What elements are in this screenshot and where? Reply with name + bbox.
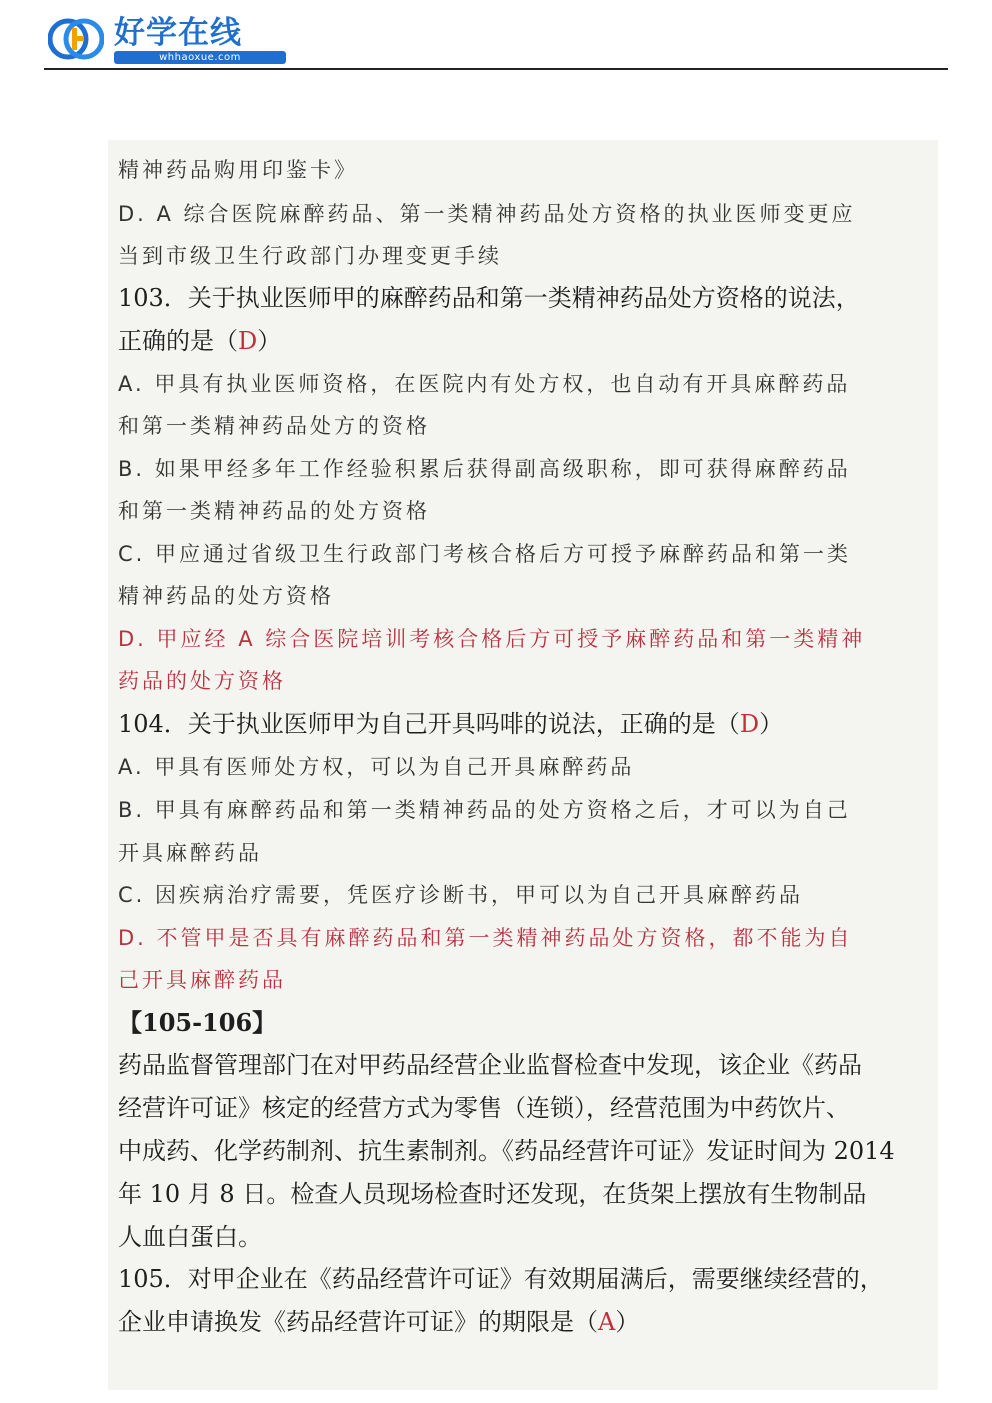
option-104-c: C. 因疾病治疗需要，凭医疗诊断书，甲可以为自己开具麻醉药品 (118, 883, 804, 907)
option-103-b: B. 如果甲经多年工作经验积累后获得副高级职称，即可获得麻醉药品 (118, 457, 851, 481)
option-103-c-cont: 精神药品的处方资格 (118, 584, 334, 608)
option-103-a: A. 甲具有执业医师资格，在医院内有处方权，也自动有开具麻醉药品 (118, 372, 851, 396)
case-paragraph: 人血白蛋白。 (118, 1223, 262, 1251)
text-line: 精神药品购用印鉴卡》 (118, 158, 358, 182)
option-104-b: B. 甲具有麻醉药品和第一类精神药品的处方资格之后，才可以为自己 (118, 798, 851, 822)
answer-104: D (739, 710, 760, 738)
question-103: 103．关于执业医师甲的麻醉药品和第一类精神药品处方资格的说法， (118, 284, 860, 312)
case-paragraph: 中成药、化学药制剂、抗生素制剂。《药品经营许可证》发证时间为 2014 (118, 1137, 895, 1165)
option-103-d-correct-cont: 药品的处方资格 (118, 669, 286, 693)
logo-text: 好学在线 (114, 15, 242, 51)
option-104-d-correct: D. 不管甲是否具有麻醉药品和第一类精神药品处方资格，都不能为自 (118, 926, 853, 950)
answer-103: D (238, 327, 258, 355)
text-line: D. A 综合医院麻醉药品、第一类精神药品处方资格的执业医师变更应 (118, 202, 856, 226)
answer-105: A (598, 1308, 616, 1336)
site-header (44, 14, 948, 70)
logo-url: whhaoxue.com (114, 51, 286, 64)
case-paragraph: 药品监督管理部门在对甲药品经营企业监督检查中发现，该企业《药品 (118, 1051, 862, 1079)
logo-icon (48, 16, 104, 62)
option-104-b-cont: 开具麻醉药品 (118, 841, 262, 865)
option-103-d-correct: D. 甲应经 A 综合医院培训考核合格后方可授予麻醉药品和第一类精神 (118, 627, 866, 651)
section-label: 【105-106】 (118, 1008, 277, 1037)
question-105: 105．对甲企业在《药品经营许可证》有效期届满后，需要继续经营的， (118, 1265, 884, 1293)
case-paragraph: 年 10 月 8 日。检查人员现场检查时还发现，在货架上摆放有生物制品 (118, 1180, 867, 1208)
question-105-cont: 企业申请换发《药品经营许可证》的期限是（A） (118, 1308, 640, 1336)
option-104-d-correct-cont: 己开具麻醉药品 (118, 968, 286, 992)
question-103-cont: 正确的是（D） (118, 327, 282, 355)
option-103-b-cont: 和第一类精神药品的处方资格 (118, 499, 430, 523)
option-103-c: C. 甲应通过省级卫生行政部门考核合格后方可授予麻醉药品和第一类 (118, 542, 852, 566)
option-104-a: A. 甲具有医师处方权，可以为自己开具麻醉药品 (118, 755, 635, 779)
question-104: 104．关于执业医师甲为自己开具吗啡的说法，正确的是（D） (118, 710, 784, 738)
case-paragraph: 经营许可证》核定的经营方式为零售（连锁），经营范围为中药饮片、 (118, 1094, 850, 1122)
text-line: 当到市级卫生行政部门办理变更手续 (118, 244, 502, 268)
option-103-a-cont: 和第一类精神药品处方的资格 (118, 414, 430, 438)
